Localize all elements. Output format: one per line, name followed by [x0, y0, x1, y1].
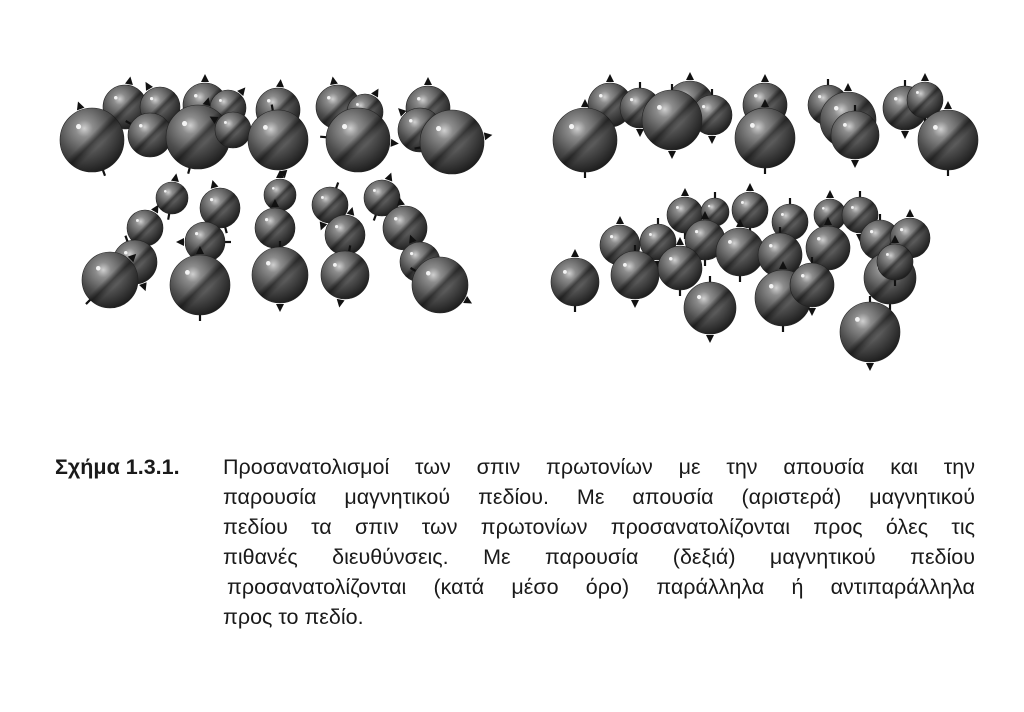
caption-text — [223, 452, 975, 632]
proton-sphere-icon — [170, 246, 230, 321]
spin-arrow-icon — [211, 180, 219, 189]
caption-line: προς το πεδίο. — [223, 605, 364, 629]
caption-label: Σχήμα 1.3.1. — [55, 455, 180, 479]
spin-arrow-icon — [808, 308, 816, 316]
proton-sphere-icon — [156, 173, 188, 219]
spin-arrow-icon — [944, 101, 952, 109]
spin-arrow-icon — [171, 173, 179, 182]
spin-arrow-icon — [571, 249, 579, 257]
caption-line: πεδίου τα σπιν των πρωτονίων προσανατολίζονται προς όλες τις — [223, 515, 975, 539]
spin-arrow-icon — [330, 76, 338, 85]
spin-arrow-icon — [686, 72, 694, 80]
spin-arrow-icon — [616, 216, 624, 224]
spin-arrow-icon — [424, 77, 432, 85]
spin-arrow-icon — [761, 74, 769, 82]
spin-arrow-icon — [676, 237, 684, 245]
proton-sphere-icon — [252, 241, 308, 312]
spin-arrow-icon — [606, 74, 614, 82]
spin-arrow-icon — [391, 139, 399, 147]
spin-arrow-icon — [906, 209, 914, 217]
spin-arrow-icon — [631, 300, 639, 308]
spin-arrow-icon — [668, 151, 676, 159]
spin-arrow-icon — [746, 183, 754, 191]
proton-sphere-icon — [551, 249, 599, 312]
spin-arrow-icon — [844, 83, 852, 91]
spin-arrow-icon — [201, 74, 209, 82]
spin-arrow-icon — [866, 363, 874, 371]
spin-arrow-icon — [706, 335, 714, 343]
caption-line: Προσανατολισμοί των σπιν πρωτονίων με την απουσία και την — [223, 455, 975, 479]
spin-arrow-icon — [125, 76, 133, 85]
spin-arrow-icon — [276, 304, 284, 312]
random-spin-panel — [60, 74, 492, 321]
spin-arrow-icon — [921, 73, 929, 81]
spin-arrow-icon — [636, 129, 644, 137]
proton-sphere-icon — [82, 252, 138, 308]
spin-arrow-icon — [708, 136, 716, 144]
proton-sphere-icon — [411, 257, 472, 313]
proton-sphere-icon — [321, 245, 369, 307]
caption-line: παρουσία μαγνητικού πεδίου. Με απουσία (αριστερά) μαγνητικού — [223, 485, 975, 509]
spin-arrow-icon — [276, 79, 284, 87]
caption-line: πιθανές διευθύνσεις. Με παρουσία (δεξιά) μαγνητικού πεδίου — [223, 545, 975, 569]
spin-arrow-icon — [337, 299, 345, 308]
aligned-spin-panel — [551, 72, 978, 371]
spin-arrow-icon — [851, 160, 859, 168]
caption-line: προσανατολίζονται (κατά μέσο όρο) παράλληλα ή αντιπαράλληλα — [227, 575, 975, 599]
spin-arrow-icon — [681, 188, 689, 196]
spin-arrow-icon — [901, 131, 909, 139]
spin-arrow-icon — [826, 190, 834, 198]
proton-sphere-icon — [716, 219, 764, 282]
spin-arrow-icon — [176, 238, 184, 246]
spin-arrow-icon — [484, 132, 493, 140]
